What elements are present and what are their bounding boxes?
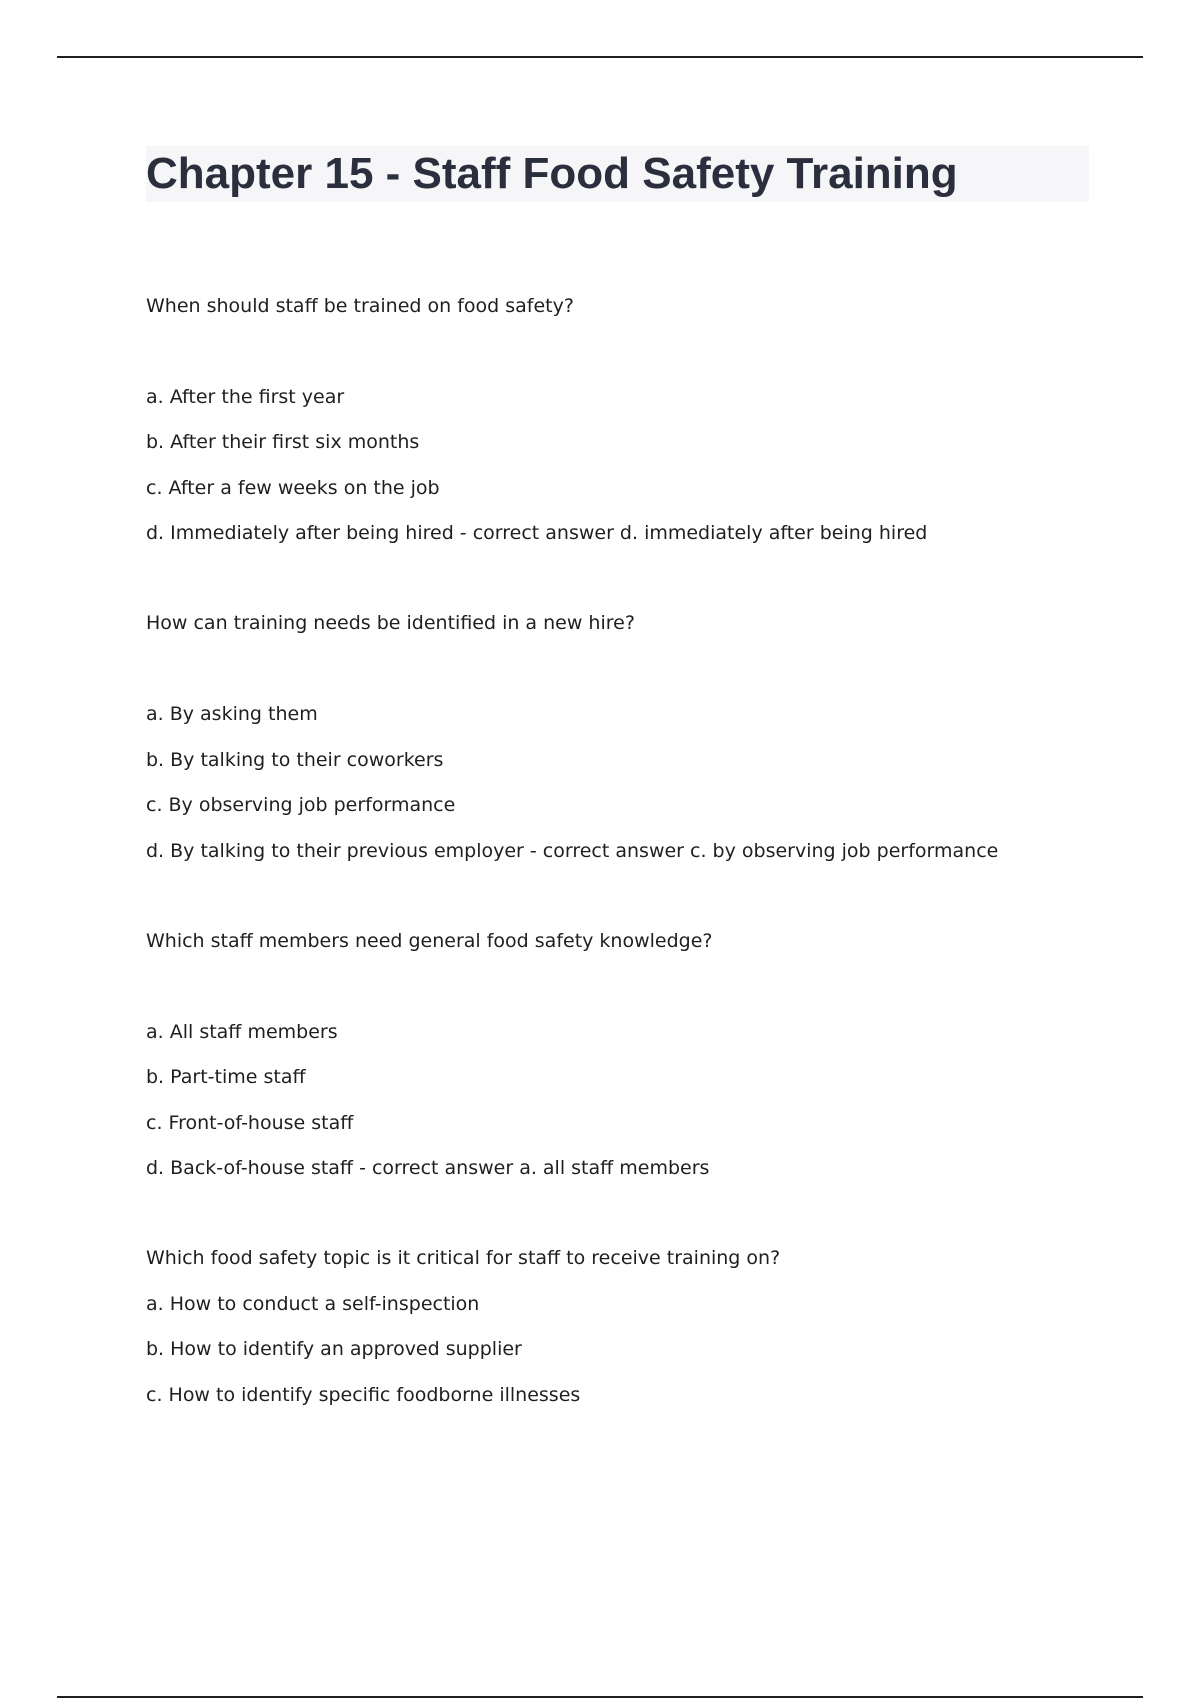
answer-option: b. By talking to their coworkers — [146, 749, 444, 771]
answer-option: b. Part-time staff — [146, 1066, 306, 1088]
answer-option: d. Back-of-house staff - correct answer a. all staff members — [146, 1157, 710, 1179]
question-prompt: How can training needs be identified in a new hire? — [146, 612, 635, 634]
answer-option: a. By asking them — [146, 703, 318, 725]
answer-option: c. How to identify specific foodborne illnesses — [146, 1384, 581, 1406]
top-rule — [57, 56, 1143, 58]
bottom-rule — [57, 1696, 1143, 1698]
answer-option: b. How to identify an approved supplier — [146, 1338, 522, 1360]
answer-option: d. By talking to their previous employer - correct answer c. by observing job performance — [146, 840, 999, 862]
question-prompt: Which staff members need general food safety knowledge? — [146, 930, 713, 952]
answer-option: a. How to conduct a self-inspection — [146, 1293, 480, 1315]
page-title: Chapter 15 - Staff Food Safety Training — [146, 149, 958, 198]
answer-option: d. Immediately after being hired - correct answer d. immediately after being hired — [146, 522, 928, 544]
answer-option: c. By observing job performance — [146, 794, 456, 816]
answer-option: b. After their first six months — [146, 431, 420, 453]
answer-option: c. After a few weeks on the job — [146, 477, 440, 499]
answer-option: a. All staff members — [146, 1021, 338, 1043]
answer-option: a. After the first year — [146, 386, 345, 408]
answer-option: c. Front-of-house staff — [146, 1112, 354, 1134]
question-prompt: When should staff be trained on food safety? — [146, 295, 574, 317]
question-prompt: Which food safety topic is it critical for staff to receive training on? — [146, 1247, 781, 1269]
